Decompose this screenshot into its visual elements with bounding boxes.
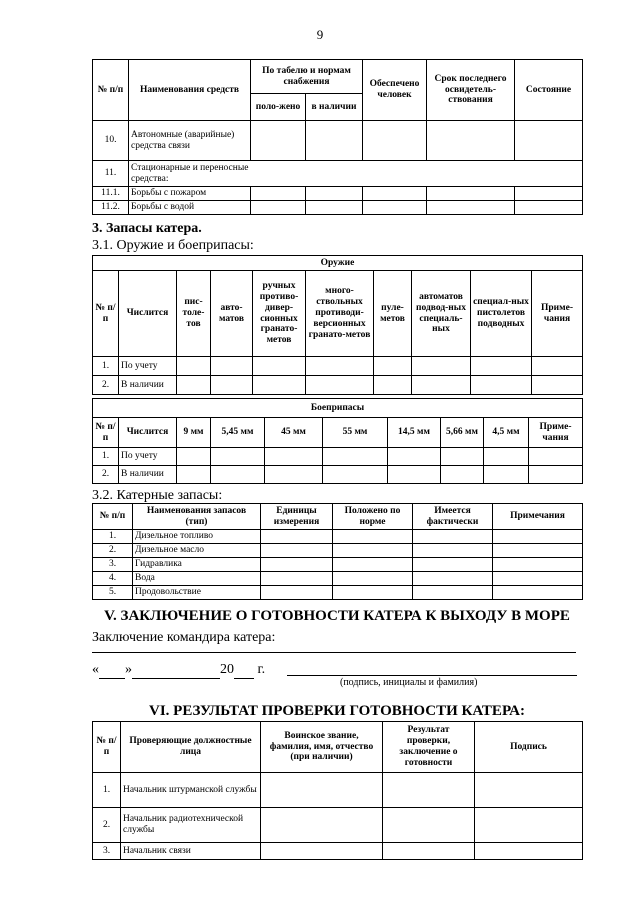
cell[interactable] [261,557,333,571]
header-sostoyanie: Состояние [515,60,583,121]
row-name: Борьбы с водой [129,200,251,214]
stores-header: Положено по норме [333,504,413,530]
row-num: 3. [93,843,121,860]
cell[interactable] [363,200,427,214]
ammo-header: Числится [119,418,177,448]
header-obespecheno: Обеспечено человек [363,60,427,121]
table-row [93,121,583,161]
ammo-header: 55 мм [323,418,388,448]
weapons-header: пис-толе-тов [177,271,211,357]
year-field[interactable] [234,662,254,679]
weapons-header: Приме-чания [532,271,583,357]
cell[interactable] [484,466,529,484]
table-row [93,543,583,557]
cell[interactable] [261,808,383,843]
row-num: 5. [93,585,133,599]
row-num: 2. [93,376,119,395]
row-label: В наличии [119,466,177,484]
inspection-header: Воинское звание, фамилия, имя, отчество (при наличии) [261,722,383,773]
cell[interactable] [475,843,583,860]
cell[interactable] [333,530,413,544]
signature-caption: (подпись, инициалы и фамилия) [340,677,478,688]
table-row [93,773,583,808]
cell[interactable] [261,843,383,860]
cell[interactable] [261,543,333,557]
header-name: Наименования средств [129,60,251,121]
cell[interactable] [261,530,333,544]
cell[interactable] [471,357,532,376]
cell[interactable] [323,448,388,466]
row-name: Гидравлика [133,557,261,571]
table-row [93,357,583,376]
row-num: 3. [93,557,133,571]
header-tabel: По табелю и нормам снабжения [251,60,363,94]
ammo-header: 5,66 мм [441,418,484,448]
cell[interactable] [493,585,583,599]
weapons-header: авто-матов [211,271,253,357]
row-num: 11.2. [93,200,129,214]
inspection-header: Подпись [475,722,583,773]
cell[interactable] [529,448,583,466]
ammo-group: Боеприпасы [93,399,583,418]
row-label: По учету [119,357,177,376]
cell[interactable] [211,376,253,395]
ammo-header: 9 мм [177,418,211,448]
header-num: № п/п [93,60,129,121]
section3-sub1: 3.1. Оружие и боеприпасы: [92,238,254,253]
table-row [93,161,583,187]
day-field[interactable] [99,662,125,679]
weapons-header: автоматов подвод-ных специаль-ных [412,271,471,357]
row-num: 1. [93,357,119,376]
inspection-table [92,721,583,860]
cell[interactable] [251,187,306,201]
table-row [93,530,583,544]
cell[interactable] [333,585,413,599]
stores-header: Имеется фактически [413,504,493,530]
signature-field[interactable] [287,675,577,676]
cell[interactable] [374,357,412,376]
row-num: 2. [93,808,121,843]
cell[interactable] [177,357,211,376]
divider [92,652,576,653]
table-row [93,466,583,484]
header-srok: Срок последнего освидетель-ствования [427,60,515,121]
ammo-header: № п/п [93,418,119,448]
section3-title: 3. Запасы катера. [92,221,202,236]
ammo-table [92,398,583,484]
cell[interactable] [413,530,493,544]
date-close-quote: » [125,662,132,677]
cell[interactable] [413,543,493,557]
row-num: 1. [93,448,119,466]
cell[interactable] [493,571,583,585]
header-polozheno: поло-жено [251,94,306,121]
stores-header: № п/п [93,504,133,530]
cell[interactable] [211,357,253,376]
stores-header: Наименования запасов (тип) [133,504,261,530]
row-name: Стационарные и переносные средства: [129,161,583,187]
cell[interactable] [265,448,323,466]
row-label: По учету [119,448,177,466]
row-name: Дизельное масло [133,543,261,557]
row-name: Продовольствие [133,585,261,599]
section6-title: VI. РЕЗУЛЬТАТ ПРОВЕРКИ ГОТОВНОСТИ КАТЕРА: [148,703,526,719]
row-name: Начальник радиотехнической службы [121,808,261,843]
cell[interactable] [532,357,583,376]
cell[interactable] [441,466,484,484]
cell[interactable] [306,121,363,161]
section5-subtitle: Заключение командира катера: [92,630,276,645]
ammo-header: 4,5 мм [484,418,529,448]
cell[interactable] [177,466,211,484]
table-row [93,376,583,395]
inspection-header: Результат проверки, заключение о готовности [383,722,475,773]
row-label: В наличии [119,376,177,395]
weapons-header: пуле-метов [374,271,412,357]
date-open-quote: « [92,662,99,677]
table-row [93,557,583,571]
weapons-header: специал-ных пистолетов подводных [471,271,532,357]
year-prefix: 20 [220,662,234,677]
cell[interactable] [427,121,515,161]
cell[interactable] [261,571,333,585]
stores-header: Единицы измерения [261,504,333,530]
cell[interactable] [306,200,363,214]
row-name: Дизельное топливо [133,530,261,544]
cell[interactable] [333,557,413,571]
cell[interactable] [493,530,583,544]
cell[interactable] [333,571,413,585]
cell[interactable] [363,187,427,201]
stores-table [92,503,583,600]
cell[interactable] [515,187,583,201]
weapons-header: ручных противо-дивер-сионных гранато-метов [253,271,306,357]
row-num: 4. [93,571,133,585]
row-name: Начальник связи [121,843,261,860]
weapons-header: № п/п [93,271,119,357]
cell[interactable] [493,557,583,571]
cell[interactable] [306,376,374,395]
row-num: 2. [93,466,119,484]
cell[interactable] [484,448,529,466]
row-num: 10. [93,121,129,161]
cell[interactable] [532,376,583,395]
cell[interactable] [306,357,374,376]
cell[interactable] [261,585,333,599]
table-row [93,200,583,214]
section3-sub2: 3.2. Катерные запасы: [92,488,223,503]
cell[interactable] [265,466,323,484]
weapons-header: много-ствольных противоди-версионных гранато-метов [306,271,374,357]
row-num: 11. [93,161,129,187]
inspection-header: Проверяющие должностные лица [121,722,261,773]
cell[interactable] [251,200,306,214]
row-name: Вода [133,571,261,585]
cell[interactable] [515,200,583,214]
table-row [93,187,583,201]
weapons-group: Оружие [93,256,583,271]
cell[interactable] [388,448,441,466]
ammo-header: 5,45 мм [211,418,265,448]
inspection-header: № п/п [93,722,121,773]
cell[interactable] [323,466,388,484]
cell[interactable] [374,376,412,395]
header-nalichie: в наличии [306,94,363,121]
cell[interactable] [211,466,265,484]
row-num: 2. [93,543,133,557]
cell[interactable] [475,773,583,808]
cell[interactable] [427,200,515,214]
cell[interactable] [475,808,583,843]
cell[interactable] [177,376,211,395]
month-field[interactable] [132,662,220,679]
ammo-header: 45 мм [265,418,323,448]
cell[interactable] [383,808,475,843]
cell[interactable] [253,357,306,376]
cell[interactable] [412,357,471,376]
row-name: Начальник штурманской службы [121,773,261,808]
page-number: 9 [316,27,324,42]
table-row [93,448,583,466]
table-row [93,585,583,599]
cell[interactable] [306,187,363,201]
cell[interactable] [515,121,583,161]
cell[interactable] [251,121,306,161]
cell[interactable] [412,376,471,395]
date-signature-line [92,662,265,679]
cell[interactable] [441,448,484,466]
row-num: 1. [93,530,133,544]
cell[interactable] [211,448,265,466]
table-row [93,808,583,843]
cell[interactable] [177,448,211,466]
ammo-header: 14,5 мм [388,418,441,448]
row-name: Автономные (аварийные) средства связи [129,121,251,161]
section5-title: V. ЗАКЛЮЧЕНИЕ О ГОТОВНОСТИ КАТЕРА К ВЫХОДУ В МОРЕ [104,608,570,624]
cell[interactable] [471,376,532,395]
cell[interactable] [383,843,475,860]
row-num: 1. [93,773,121,808]
cell[interactable] [493,543,583,557]
cell[interactable] [383,773,475,808]
cell[interactable] [413,557,493,571]
cell[interactable] [333,543,413,557]
cell[interactable] [253,376,306,395]
equipment-table [92,59,583,215]
cell[interactable] [529,466,583,484]
weapons-table [92,255,583,395]
weapons-header: Числится [119,271,177,357]
table-row [93,571,583,585]
row-name: Борьбы с пожаром [129,187,251,201]
row-num: 11.1. [93,187,129,201]
cell[interactable] [363,121,427,161]
cell[interactable] [261,773,383,808]
cell[interactable] [427,187,515,201]
cell[interactable] [413,585,493,599]
ammo-header: Приме-чания [529,418,583,448]
cell[interactable] [413,571,493,585]
year-suffix: г. [257,662,266,677]
cell[interactable] [388,466,441,484]
stores-header: Примечания [493,504,583,530]
table-row [93,843,583,860]
